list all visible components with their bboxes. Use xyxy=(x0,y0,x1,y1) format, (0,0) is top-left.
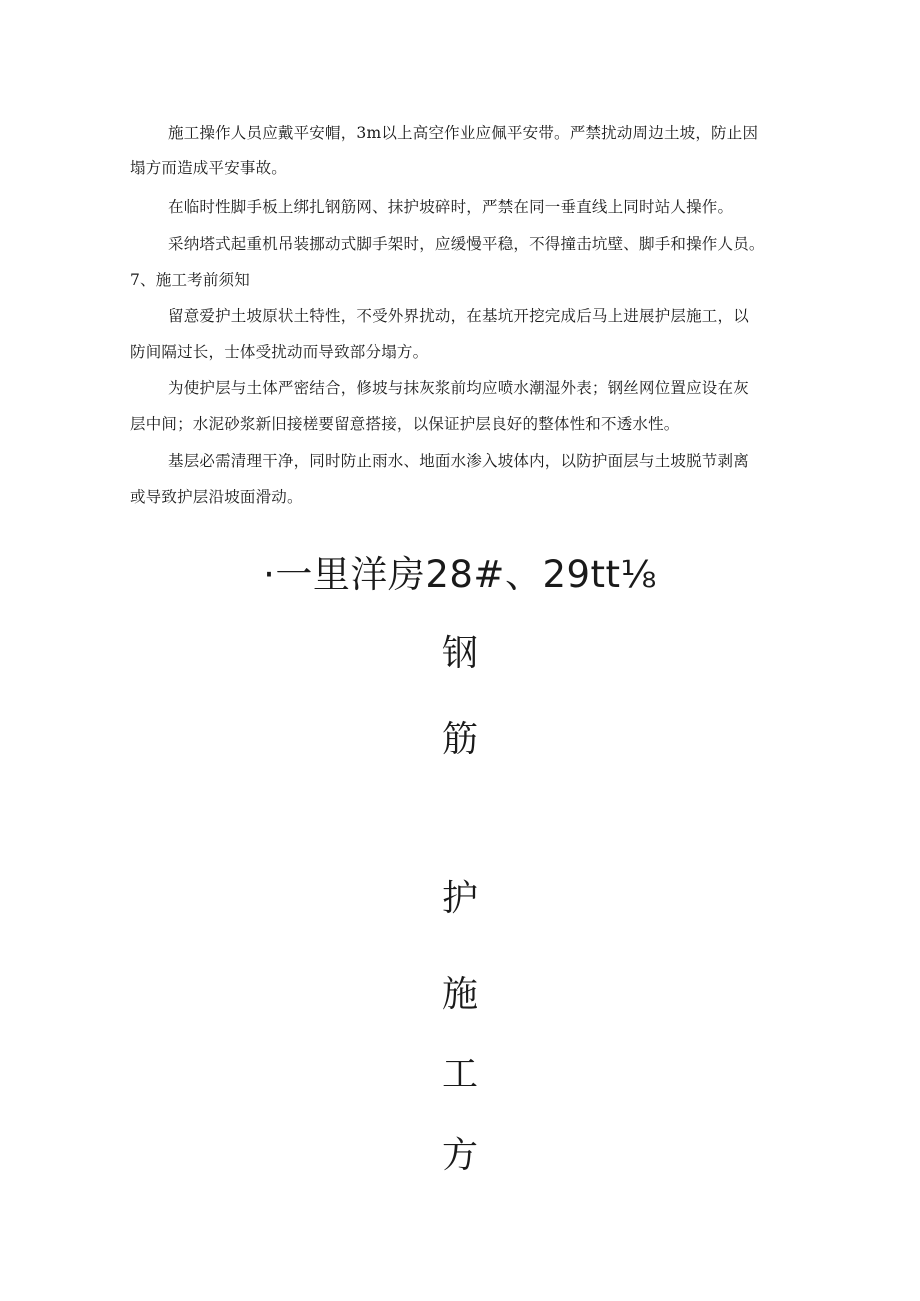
note-2-line-2: 层中间；水泥砂浆新旧接槎要留意搭接，以保证护层良好的整体性和不透水性。 xyxy=(130,415,680,433)
cover-char-4: 施 xyxy=(441,974,478,1015)
paragraph-3-line-1: 采纳塔式起重机吊装挪动式脚手架时，应缓慢平稳，不得撞击坑壁、脚手和操作人员。 xyxy=(168,235,765,253)
paragraph-2-line-1: 在临时性脚手板上绑扎钢筋网、抹护坡碎时，严禁在同一垂直线上同时站人操作。 xyxy=(168,198,734,216)
note-2-line-1: 为使护层与土体严密结合，修坡与抹灰浆前均应喷水潮湿外表；钢丝网位置应设在灰 xyxy=(168,379,749,397)
paragraph-1-line-2: 塌方而造成平安事故。 xyxy=(130,159,288,177)
note-3-line-1: 基层必需清理干净，同时防止雨水、地面水渗入坡体内，以防护面层与土坡脱节剥离 xyxy=(168,452,749,470)
note-1-line-2: 防间隔过长，士体受扰动而导致部分塌方。 xyxy=(130,343,429,361)
cover-char-3: 护 xyxy=(441,878,478,919)
cover-char-6: 方 xyxy=(441,1135,478,1176)
cover-char-5: 工 xyxy=(441,1054,478,1095)
cover-char-1: 钢 xyxy=(441,633,478,674)
note-1-line-1: 留意爱护土坡原状土特性，不受外界扰动，在基坑开挖完成后马上进展护层施工，以 xyxy=(168,307,749,325)
cover-title: ·一里洋房28#、29tt⅛ xyxy=(263,553,657,596)
paragraph-1-line-1: 施工操作人员应戴平安帽，3m以上高空作业应佩平安带。严禁扰动周边土坡，防止因 xyxy=(168,124,759,142)
cover-char-2: 筋 xyxy=(441,719,478,760)
section-heading: 7、施工考前须知 xyxy=(130,271,250,289)
note-3-line-2: 或导致护层沿坡面滑动。 xyxy=(130,488,303,506)
